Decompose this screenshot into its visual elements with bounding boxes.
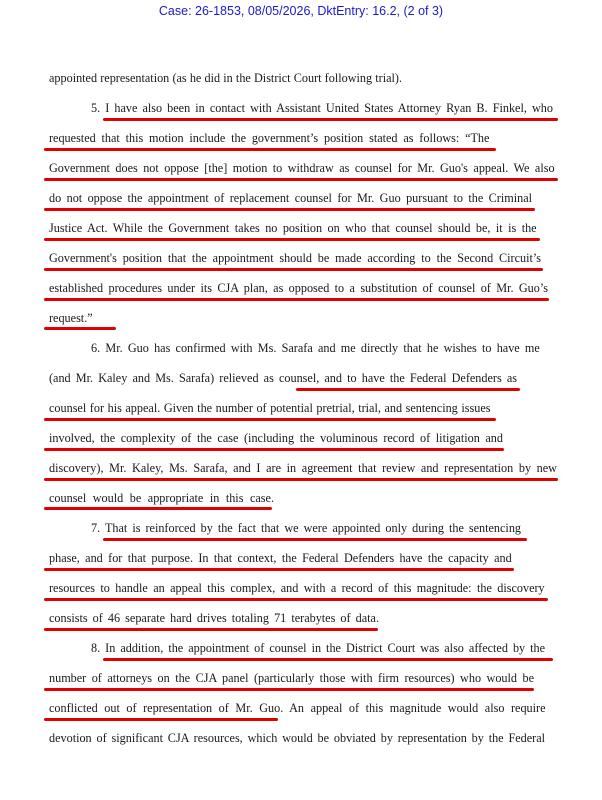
red-underline-mark [44,718,278,721]
red-underline-mark [44,268,543,271]
red-underline-mark [44,327,116,330]
red-underline-mark [296,388,520,391]
text-line: counsel for his appeal. Given the number of potential pretrial, trial, and sentencing issues [49,401,491,415]
text-line: number of attorneys on the CJA panel (particularly those with firm resources) who would be [49,671,534,685]
red-underline-mark [103,118,558,121]
red-underline-mark [44,298,549,301]
text-line: 6. Mr. Guo has confirmed with Ms. Sarafa and me directly that he wishes to have me [91,341,540,355]
text-line: discovery), Mr. Kaley, Ms. Sarafa, and I are in agreement that review and representation by new [49,461,557,475]
red-underline-mark [44,478,558,481]
text-line: 5. I have also been in contact with Assistant United States Attorney Ryan B. Finkel, who [91,101,553,115]
red-underline-mark [44,178,558,181]
red-underline-mark [103,538,527,541]
red-underline-mark [44,598,548,601]
red-underline-mark [103,658,553,661]
text-line: conflicted out of representation of Mr. Guo. An appeal of this magnitude would also require [49,701,546,715]
red-underline-mark [44,688,534,691]
text-line: Government's position that the appointment should be made according to the Second Circuit’s [49,251,541,265]
text-line: counsel would be appropriate in this case. [49,491,274,505]
text-line: 7. That is reinforced by the fact that we were appointed only during the sentencing [91,521,522,535]
text-line: requested that this motion include the government’s position stated as follows: “The [49,131,490,145]
text-line: resources to handle an appeal this complex, and with a record of this magnitude: the discovery [49,581,545,595]
text-line: appointed representation (as he did in the District Court following trial). [49,71,402,85]
red-underline-mark [44,148,496,151]
text-line: 8. In addition, the appointment of counsel in the District Court was also affected by the [91,641,546,655]
red-underline-mark [44,208,535,211]
text-line: do not oppose the appointment of replacement counsel for Mr. Guo pursuant to the Criminal [49,191,532,205]
text-line: consists of 46 separate hard drives totaling 71 terabytes of data. [49,611,379,625]
text-line: involved, the complexity of the case (including the voluminous record of litigation and [49,431,503,445]
text-line: (and Mr. Kaley and Ms. Sarafa) relieved as counsel, and to have the Federal Defenders as [49,371,517,385]
red-underline-mark [44,628,378,631]
text-line: Government does not oppose [the] motion to withdraw as counsel for Mr. Guo's appeal. We also [49,161,555,175]
text-line: request.” [49,311,93,325]
text-line: established procedures under its CJA plan, as opposed to a substitution of counsel of Mr. Guo’s [49,281,548,295]
red-underline-mark [44,448,504,451]
red-underline-mark [44,238,540,241]
text-line: devotion of significant CJA resources, which would be obviated by representation by the Federal [49,731,545,745]
red-underline-mark [44,418,496,421]
red-underline-mark [44,507,272,510]
text-line: Justice Act. While the Government takes no position on who that counsel should be, it is the [49,221,537,235]
case-header: Case: 26-1853, 08/05/2026, DktEntry: 16.2, (2 of 3) [158,4,444,18]
red-underline-mark [44,568,514,571]
text-line: phase, and for that purpose. In that context, the Federal Defenders have the capacity and [49,551,512,565]
